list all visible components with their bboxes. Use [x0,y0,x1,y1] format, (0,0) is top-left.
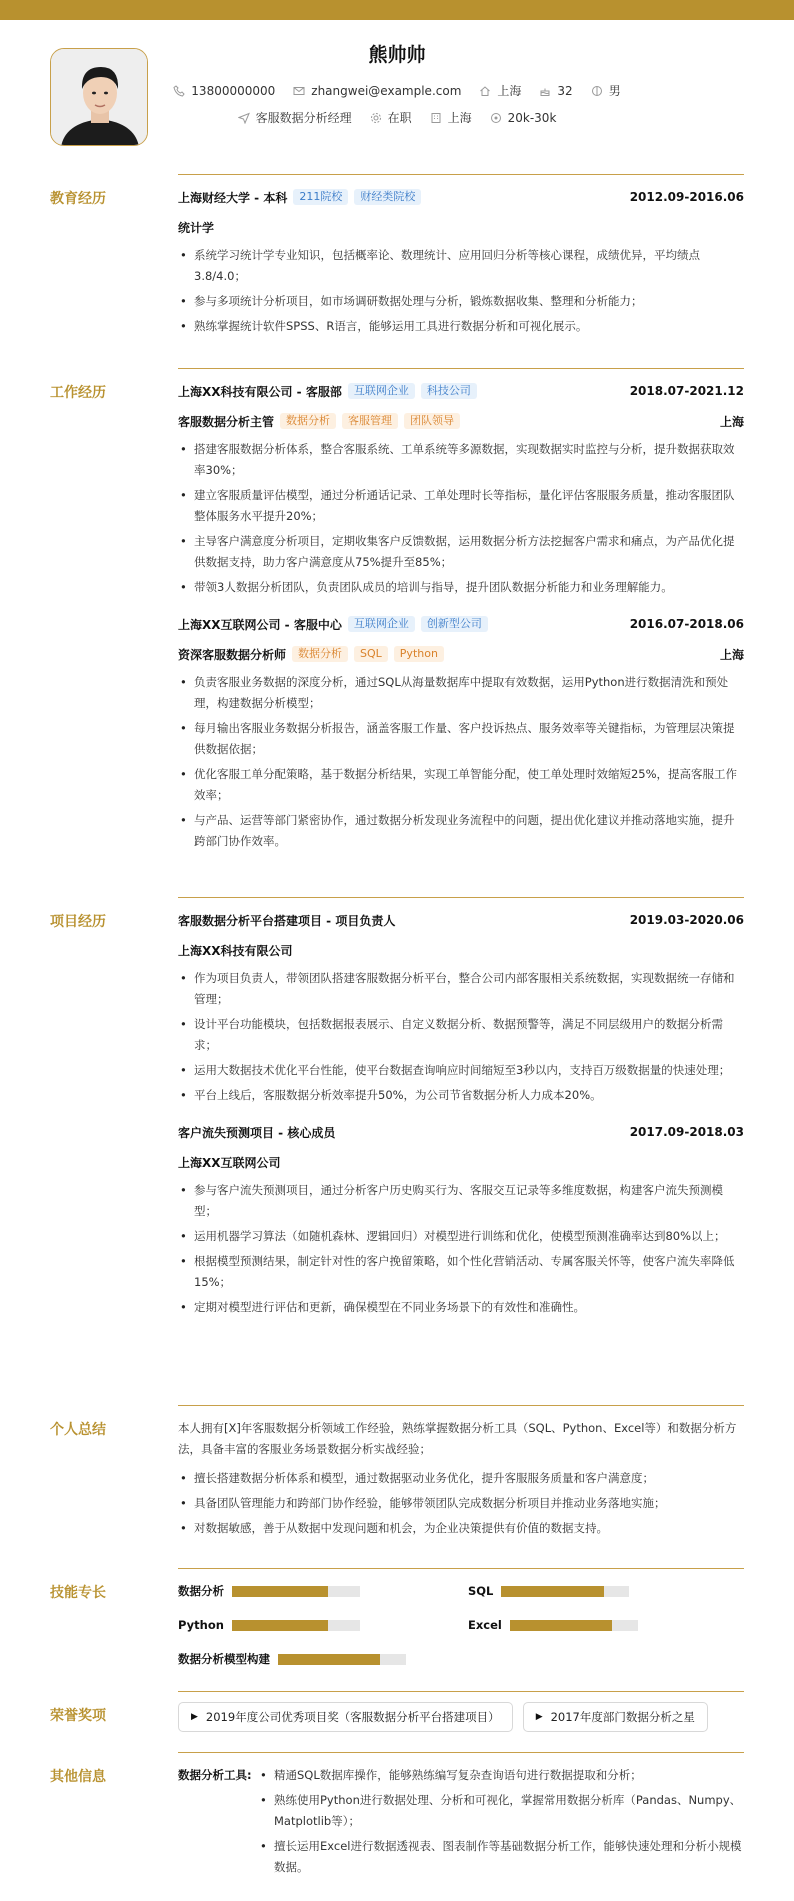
skill-item [178,1615,468,1635]
candidate-name: 熊帅帅 [368,44,426,66]
gear-icon [370,112,382,124]
list-item: • 熟练掌握统计软件SPSS、R语言，能够运用工具进行数据分析和可视化展示。 [178,316,744,337]
skill-name: 数据分析模型构建 [178,1652,270,1666]
education-bullets [178,245,744,337]
award-item [178,1702,513,1732]
skill-item [178,1649,468,1669]
summary-intro: 本人拥有[X]年客服数据分析领域工作经验，熟练掌握数据分析工具（SQL、Python、Excel等）和数据分析方法，具备丰富的客服业务场景数据分析实战经验； [178,1421,737,1456]
section-title: 项目经历 [50,914,106,930]
skill-bar [232,1586,360,1597]
coin-icon [490,112,502,124]
section-title: 教育经历 [50,191,106,207]
contact-row [0,82,794,99]
project-org-row [178,1152,744,1172]
age-item [539,84,572,98]
company-name: 上海XX科技有限公司 - 客服部 [178,384,342,399]
project-name: 客服数据分析平台搭建项目 - 项目负责人 [178,913,396,928]
skill-bar-fill [510,1620,612,1631]
job-title-item [238,109,352,126]
list-item: • 设计平台功能模块，包括数据报表展示、自定义数据分析、数据预警等，满足不同层级用户的数据分析需求； [178,1014,744,1056]
project-name: 客户流失预测项目 - 核心成员 [178,1125,336,1140]
list-item: • 系统学习统计学专业知识，包括概率论、数理统计、应用回归分析等核心课程，成绩优异，平均绩点3.8/4.0； [178,245,744,287]
skill-bar-fill [232,1620,328,1631]
position: 客服数据分析主管 [178,414,275,429]
list-item: • 对数据敏感，善于从数据中发现问题和机会，为企业决策提供有价值的数据支持。 [178,1518,744,1539]
school-name: 上海财经大学 - 本科 [178,190,288,205]
job-header [178,381,744,401]
list-item: • 参与多项统计分析项目，如市场调研数据处理与分析，锻炼数据收集、整理和分析能力； [178,291,744,312]
skill-item [178,1581,468,1601]
play-icon: ▶ [535,1712,543,1722]
awards-body [178,1691,744,1732]
education-header [178,187,744,207]
email-text: zhangwei@example.com [311,83,462,98]
school-tag: 财经类院校 [354,189,421,205]
list-item: • 运用大数据技术优化平台性能，使平台数据查询响应时间缩短至3秒以内，支持百万级数据量的快速处理； [178,1060,744,1081]
list-item: • 熟练使用Python进行数据处理、分析和可视化，掌握常用数据分析库（Pandas、Numpy、Matplotlib等）； [258,1790,744,1832]
list-item: • 负责客服业务数据的深度分析，通过SQL从海量数据库中提取有效数据，运用Python进行数据清洗和预处理，构建数据分析模型； [178,672,744,714]
skill-tag: 团队领导 [404,413,460,429]
list-item: • 定期对模型进行评估和更新，确保模型在不同业务场景下的有效性和准确性。 [178,1297,744,1318]
project-header [178,910,744,930]
job-location: 上海 [719,414,744,429]
mail-icon [293,85,305,97]
work-body [178,368,744,856]
company-tag: 互联网企业 [348,616,415,632]
list-item: • 参与客户流失预测项目，通过分析客户历史购买行为、客服交互记录等多维度数据，构建客户流失预测模型； [178,1180,744,1222]
summary-body [178,1405,744,1543]
position-row [178,644,744,664]
skill-item [468,1615,744,1635]
skill-name: Excel [468,1618,502,1632]
email-item [293,84,461,98]
job-title-text: 客服数据分析经理 [255,111,352,125]
list-item: • 精通SQL数据库操作，能够熟练编写复杂查询语句进行数据提取和分析； [258,1765,744,1786]
project-bullets [178,968,744,1106]
skill-tag: Python [394,646,444,662]
skill-bar [232,1620,360,1631]
home-icon [479,85,491,97]
skill-bar [278,1654,406,1665]
skill-bar-fill [501,1586,603,1597]
section-title: 荣誉奖项 [50,1708,106,1724]
project-date: 2017.09-2018.03 [629,1125,744,1139]
school-tag: 211院校 [293,189,348,205]
work-city-text: 上海 [447,111,472,125]
skill-tag: 数据分析 [280,413,336,429]
education-date: 2012.09-2016.06 [629,190,744,204]
section-title: 其他信息 [50,1769,106,1785]
other-label: 数据分析工具: [178,1768,252,1782]
major: 统计学 [178,220,215,235]
skill-bar-fill [232,1586,328,1597]
section-title: 工作经历 [50,385,106,401]
job-bullets [178,672,744,852]
list-item: • 作为项目负责人，带领团队搭建客服数据分析平台，整合公司内部客服相关系统数据，实现数据统一存储和管理； [178,968,744,1010]
list-item: • 擅长搭建数据分析体系和模型，通过数据驱动业务优化，提升客服服务质量和客户满意度； [178,1468,744,1489]
status-text: 在职 [387,111,412,125]
list-item: • 根据模型预测结果，制定针对性的客户挽留策略，如个性化营销活动、专属客服关怀等，使客户流失率降低15%； [178,1251,744,1293]
list-item: • 带领3人数据分析团队，负责团队成员的培训与指导，提升团队数据分析能力和业务理解能力。 [178,577,744,598]
education-body [178,174,744,341]
top-accent-band [0,0,794,20]
project-org: 上海XX科技有限公司 [178,943,293,958]
company-tag: 创新型公司 [421,616,488,632]
projects-body [178,897,744,1322]
job-bullets [178,439,744,598]
list-item: • 建立客服质量评估模型，通过分析通话记录、工单处理时长等指标，量化评估客服服务质量，推动客服团队整体服务水平提升20%； [178,485,744,527]
skill-name: SQL [468,1584,494,1598]
company-tag: 科技公司 [421,383,477,399]
job-location: 上海 [719,647,744,662]
gender-icon [591,85,603,97]
skill-name: Python [178,1618,224,1632]
list-item: • 具备团队管理能力和跨部门协作经验，能够带领团队完成数据分析项目并推动业务落地实施； [178,1493,744,1514]
section-title: 个人总结 [50,1422,106,1438]
award-text: 2019年度公司优秀项目奖（客服数据分析平台搭建项目） [205,1710,500,1724]
phone-item [173,84,275,98]
skill-tag: SQL [354,646,388,662]
list-item: • 每月输出客服业务数据分析报告，涵盖客服工作量、客户投诉热点、服务效率等关键指标，为管理层决策提供数据依据； [178,718,744,760]
gender-text: 男 [608,84,621,98]
send-icon [238,112,250,124]
skill-tag: 客服管理 [342,413,398,429]
skill-item [468,1581,744,1601]
job-date: 2016.07-2018.06 [629,617,744,631]
job-date: 2018.07-2021.12 [629,384,744,398]
gender-item [591,82,621,99]
age-text: 32 [557,83,573,98]
skill-bar [501,1586,629,1597]
project-header [178,1122,744,1142]
project-bullets [178,1180,744,1318]
award-item [523,1702,708,1732]
summary-bullets [178,1468,744,1539]
city-item [479,82,521,99]
list-item: • 运用机器学习算法（如随机森林、逻辑回归）对模型进行训练和优化，使模型预测准确率达到80%以上； [178,1226,744,1247]
list-item: • 主导客户满意度分析项目，定期收集客户反馈数据，运用数据分析方法挖掘客户需求和痛点，为产品优化提供数据支持，助力客户满意度从75%提升至85%； [178,531,744,573]
skill-bar [510,1620,638,1631]
play-icon: ▶ [191,1712,198,1722]
other-body [178,1752,744,1882]
list-item: • 搭建客服数据分析体系，整合客服系统、工单系统等多源数据，实现数据实时监控与分析，提升数据获取效率30%； [178,439,744,481]
skill-name: 数据分析 [178,1584,224,1598]
skill-tag: 数据分析 [292,646,348,662]
skill-bar-fill [278,1654,380,1665]
company-name: 上海XX互联网公司 - 客服中心 [178,617,342,632]
list-item: • 与产品、运营等部门紧密协作，通过数据分析发现业务流程中的问题，提出优化建议并推动落地实施，提升跨部门协作效率。 [178,810,744,852]
position-row [178,411,744,431]
work-city-item [430,109,472,126]
job-header [178,614,744,634]
project-org-row [178,940,744,960]
status-item [370,109,412,126]
skills-body [178,1568,744,1669]
section-title: 技能专长 [50,1585,106,1601]
list-item: • 平台上线后，客服数据分析效率提升50%，为公司节省数据分析人力成本20%。 [178,1085,744,1106]
project-date: 2019.03-2020.06 [629,913,744,927]
other-bullets [258,1765,744,1882]
job-row [0,109,794,126]
major-row [178,217,744,237]
city-text: 上海 [497,84,522,98]
phone-icon [173,85,185,97]
project-org: 上海XX互联网公司 [178,1155,281,1170]
position: 资深客服数据分析师 [178,647,287,662]
salary-item [490,111,557,125]
list-item: • 优化客服工单分配策略，基于数据分析结果，实现工单智能分配，使工单处理时效缩短25%，提高客服工作效率； [178,764,744,806]
company-tag: 互联网企业 [348,383,415,399]
salary-text: 20k-30k [507,110,557,125]
list-item: • 擅长运用Excel进行数据透视表、图表制作等基础数据分析工作，能够快速处理和分析小规模数据。 [258,1836,744,1878]
building-icon [430,112,442,124]
phone-text: 13800000000 [191,83,276,98]
award-text: 2017年度部门数据分析之星 [550,1710,695,1724]
cake-icon [539,85,551,97]
